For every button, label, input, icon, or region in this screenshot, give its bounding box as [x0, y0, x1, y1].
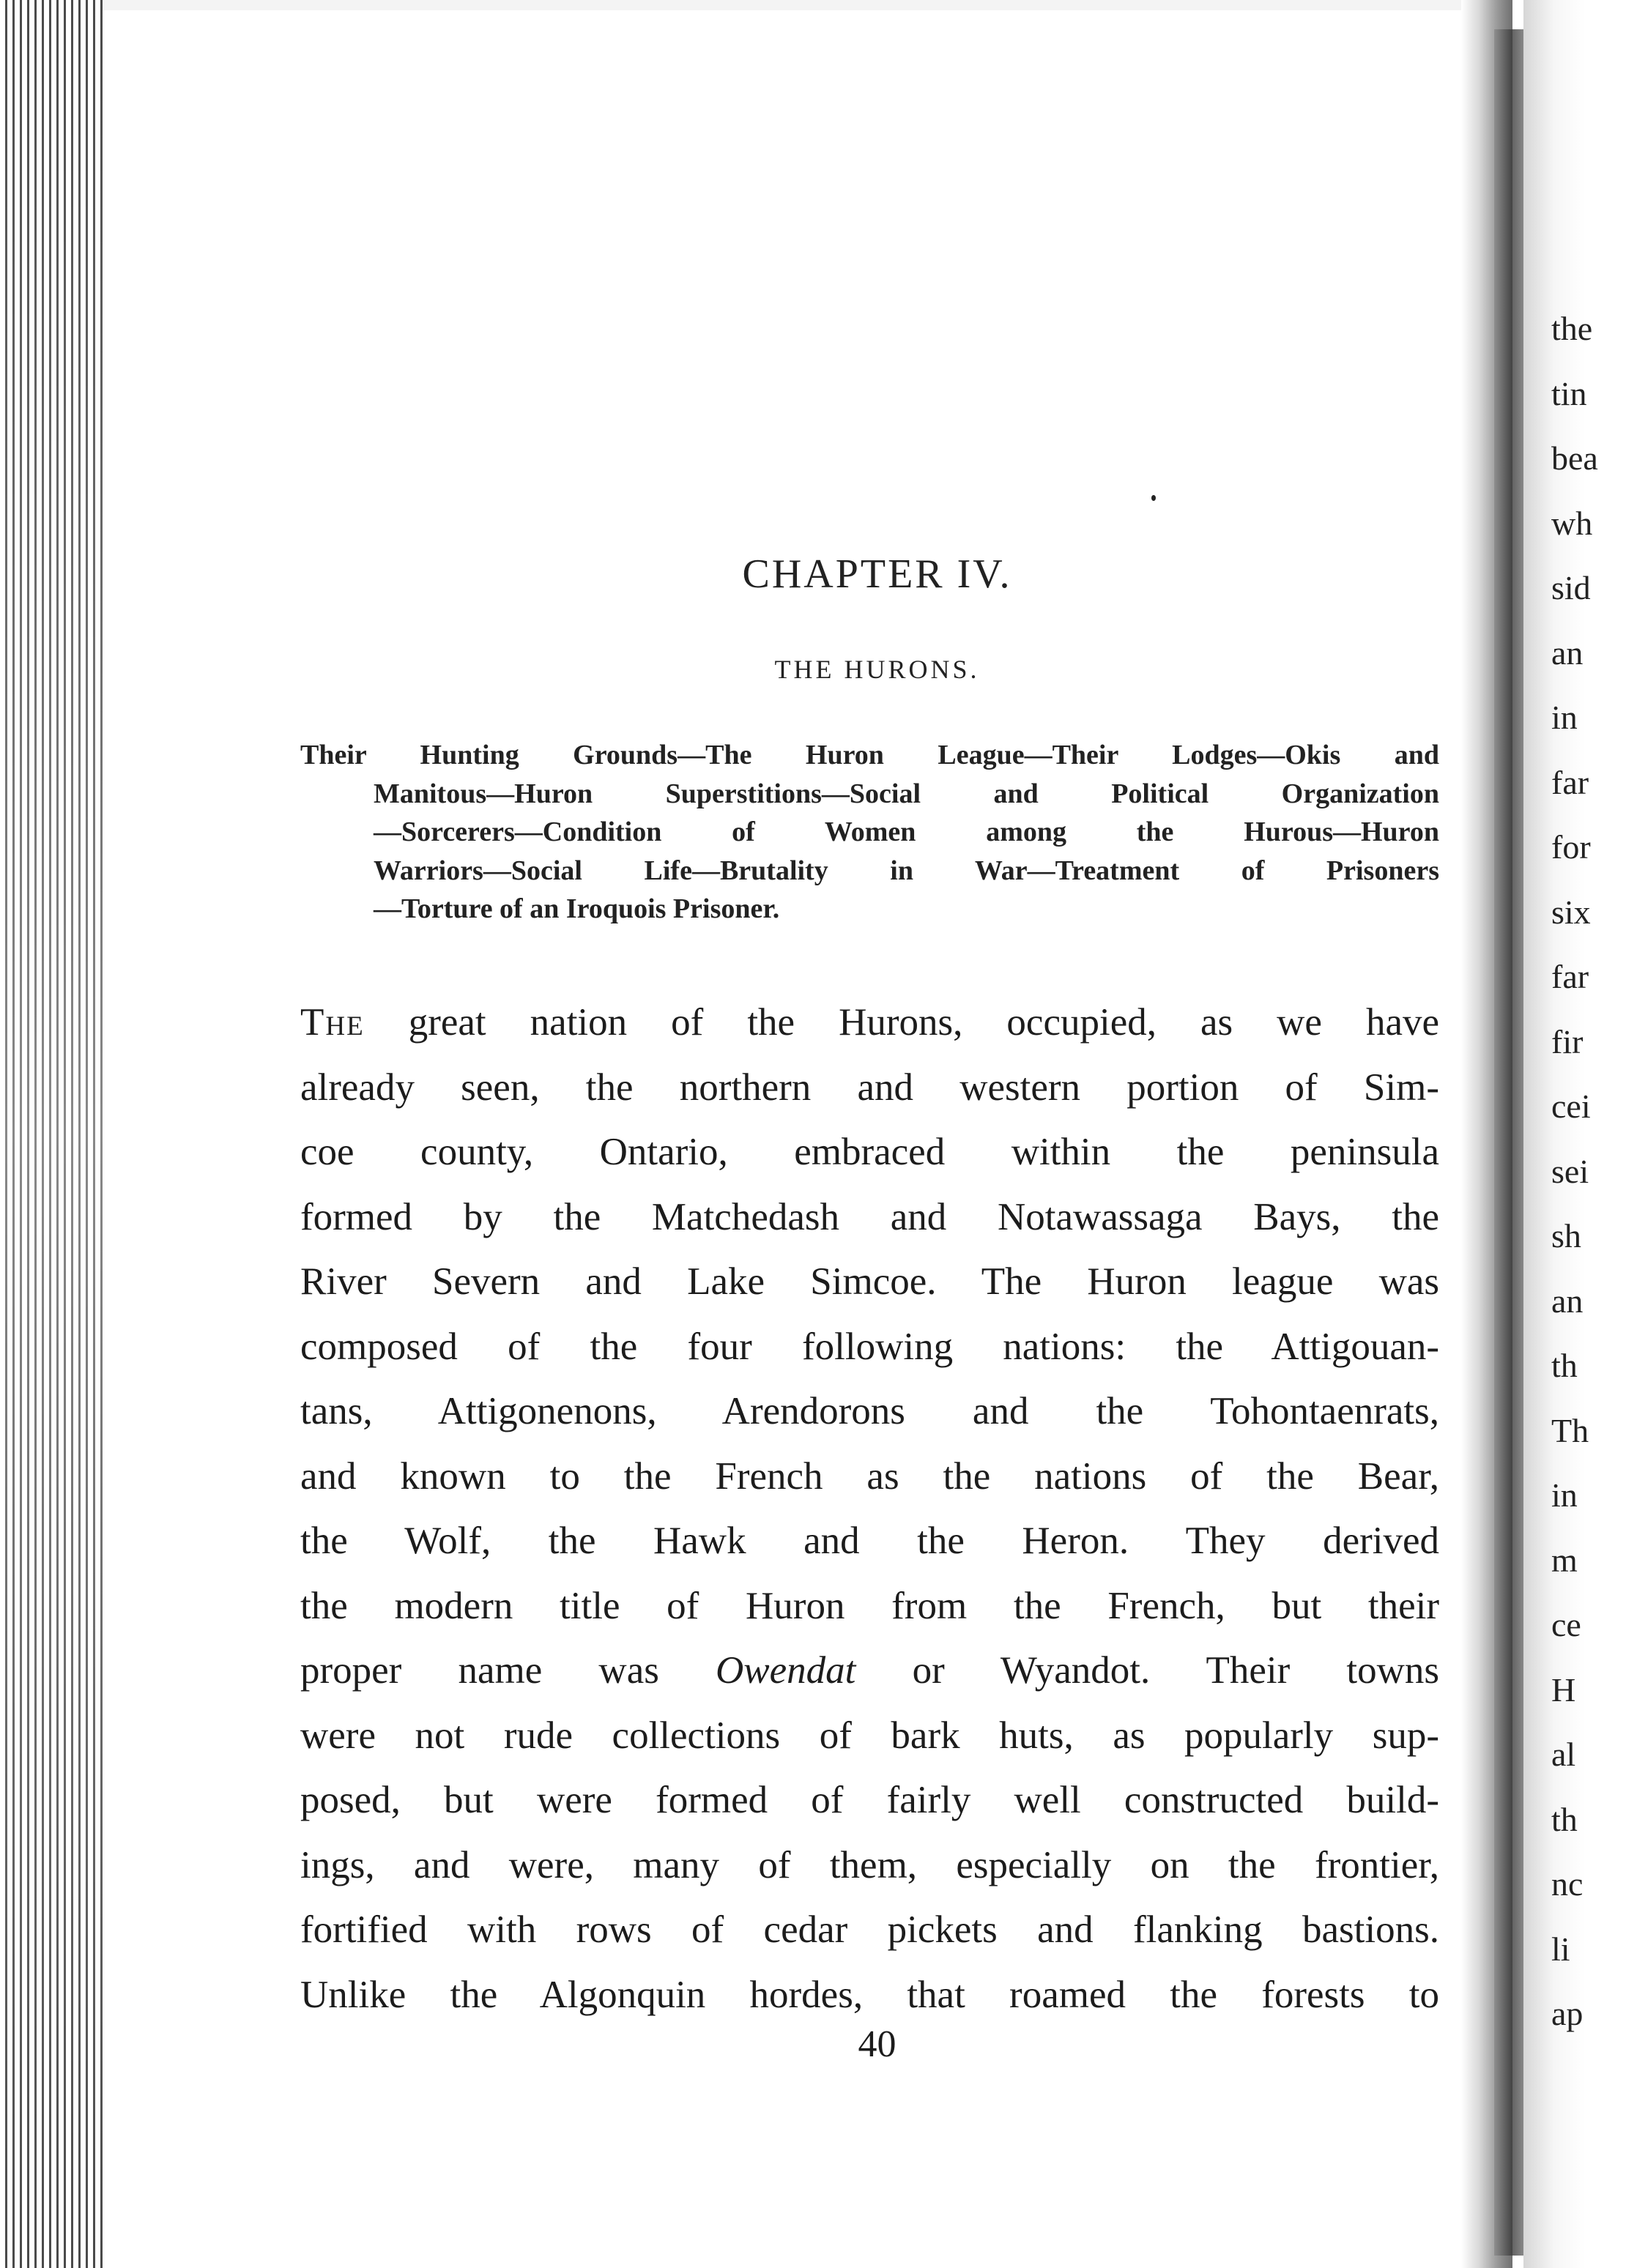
page-number: 40 — [858, 2023, 896, 2065]
chapter-summary — [300, 736, 1439, 929]
body-line: already seen, the northern and western portion of Sim- — [300, 1066, 1439, 1109]
body-line: the modern title of Huron from the French, but their — [300, 1584, 1439, 1627]
body-line-text: or Wyandot. Their towns — [912, 1649, 1440, 1692]
body-line: ings, and were, many of them, especially on the frontier, — [300, 1843, 1439, 1886]
body-line: tans, Attigonenons, Arendorons and the Tohontaenrats, — [300, 1390, 1439, 1432]
body-line: were not rude collections of bark huts, as popularly sup- — [300, 1714, 1439, 1757]
next-page-fragment: sh — [1551, 1217, 1581, 1254]
next-page-fragment: Th — [1551, 1411, 1589, 1449]
gutter-fold — [1494, 29, 1523, 2256]
body-line-text: great nation of the Hurons, occupied, as we have — [408, 1001, 1440, 1044]
next-page-fragment: in — [1551, 699, 1578, 736]
chapter-title: CHAPTER IV. — [742, 551, 1012, 597]
summary-line: —Sorcerers—Condition of Women among the Hurous—Huron — [374, 817, 1439, 847]
summary-line: —Torture of an Iroquois Prisoner. — [374, 893, 780, 924]
body-line: composed of the four following nations: the Attigouan- — [300, 1325, 1439, 1368]
speck-mark — [1151, 495, 1156, 501]
binding-edge-shade — [0, 0, 103, 2268]
next-page-fragment: th — [1551, 1347, 1578, 1384]
body-line — [300, 990, 1439, 1055]
next-page-text — [1551, 297, 1626, 2047]
next-page-fragment: sid — [1551, 569, 1591, 606]
next-page-fragment: H — [1551, 1670, 1576, 1709]
body-line: Unlike the Algonquin hordes, that roamed the forests to — [300, 1973, 1439, 2016]
next-page-fragment: cei — [1551, 1087, 1591, 1125]
body-line: posed, but were formed of fairly well constructed build- — [300, 1779, 1439, 1821]
next-page-fragment: the — [1551, 310, 1593, 347]
body-line: coe county, Ontario, embraced within the peninsula — [300, 1131, 1439, 1173]
body-line: and known to the French as the nations of the Bear, — [300, 1454, 1439, 1498]
next-page-fragment: an — [1551, 633, 1584, 672]
body-line: formed by the Matchedash and Notawassaga Bays, the — [300, 1195, 1439, 1238]
body-line: River Severn and Lake Simcoe. The Huron league was — [300, 1260, 1439, 1303]
next-page-fragment: th — [1551, 1800, 1578, 1838]
body-paragraph — [300, 990, 1439, 2027]
next-page-fragment: al — [1551, 1736, 1576, 1773]
chapter-subtitle: THE HURONS. — [774, 655, 980, 684]
summary-line: Their Hunting Grounds—The Huron League—Their Lodges—Okis and — [300, 740, 1439, 770]
next-page-fragment: wh — [1551, 504, 1593, 542]
next-page-fragment: ap — [1551, 1995, 1584, 2032]
next-page-fragment: ce — [1551, 1606, 1581, 1643]
body-line — [300, 1638, 1439, 1703]
next-page-fragment: li — [1551, 1930, 1570, 1968]
next-page-fragment: for — [1551, 828, 1591, 866]
body-line: fortified with rows of cedar pickets and flanking bastions. — [300, 1908, 1439, 1951]
next-page-fragment: far — [1551, 958, 1589, 995]
next-page-fragment: sei — [1551, 1152, 1589, 1190]
next-page-fragment: far — [1551, 763, 1589, 801]
body-line: the Wolf, the Hawk and the Heron. They derived — [300, 1520, 1439, 1562]
next-page-fragment: six — [1551, 893, 1591, 931]
summary-line: Warriors—Social Life—Brutality in War—Treatment of Prisoners — [374, 855, 1439, 886]
next-page-fragment: m — [1551, 1541, 1578, 1579]
italic-name: Owendat — [716, 1649, 856, 1692]
summary-line: Manitous—Huron Superstitions—Social and Political Organization — [374, 778, 1439, 809]
next-page-fragment: nc — [1551, 1865, 1584, 1903]
next-page-fragment: bea — [1551, 439, 1598, 477]
next-page-fragment: tin — [1551, 374, 1587, 412]
drop-word: The — [300, 1001, 365, 1044]
next-page-fragment: fir — [1551, 1022, 1584, 1060]
next-page-fragment: an — [1551, 1282, 1584, 1320]
body-line-text: proper name was — [300, 1649, 659, 1692]
next-page-fragment: in — [1551, 1476, 1578, 1514]
